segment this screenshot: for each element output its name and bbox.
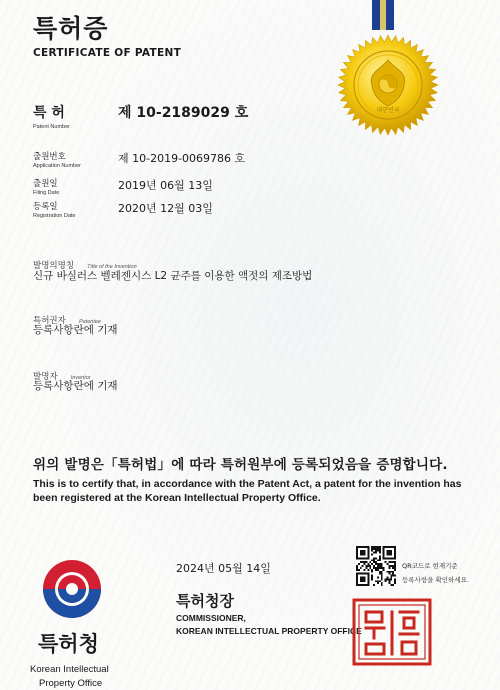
patentee-label-en: Patentee [78, 319, 101, 325]
inventor-value: 등록사항란에 기재 [33, 380, 118, 392]
kipo-logo-name-ko: 특허청 [38, 632, 99, 656]
certification-statement-en: This is to certify that, in accordance with the Patent Act, a patent for the invention has been registered at the Korean Intellectual Property Office. [33, 478, 462, 504]
qr-note-line1: QR코드로 현재기준 [402, 562, 458, 570]
filing-date-label-en: Filing Date [33, 190, 60, 196]
registration-date-label-en: Registration Date [33, 213, 76, 219]
application-number-label: 출원번호 [33, 152, 66, 162]
official-stamp-icon [352, 598, 432, 668]
invention-label: 발명의명칭 [33, 261, 75, 271]
patentee-label: 특허권자 [33, 316, 66, 326]
qr-code-icon[interactable] [356, 546, 396, 586]
certificate-title: 특허증 [33, 14, 109, 43]
certification-statement-ko: 위의 발명은「특허법」에 따라 특허원부에 등록되었음을 증명합니다. [33, 457, 448, 473]
patent-number-label: 특 허 [33, 105, 65, 121]
application-number-label-en: Application Number [33, 163, 81, 169]
inventor-label: 발명자 [33, 372, 58, 382]
inventor-label-en: Inventor [70, 375, 91, 381]
kipo-logo-icon [42, 559, 102, 619]
kipo-logo-name-en-line2: Property Office [39, 678, 103, 689]
filing-date-label: 출원일 [33, 179, 58, 189]
qr-note-line2: 등록사항을 확인하세요. [402, 576, 469, 584]
kipo-logo-name-en-line1: Korean Intellectual [30, 664, 109, 675]
patent-number-label-en: Patent Number [33, 124, 70, 130]
certificate-subtitle: CERTIFICATE OF PATENT [33, 47, 182, 59]
issuer-title-en-line1: COMMISSIONER, [176, 613, 246, 623]
filing-date-value: 2019년 06월 13일 [118, 179, 213, 192]
patentee-value: 등록사항란에 기재 [33, 324, 118, 336]
invention-label-en: Title of the Invention [87, 264, 137, 270]
application-number-value: 제 10-2019-0069786 호 [118, 152, 246, 165]
patent-number-value: 제 10-2189029 호 [118, 105, 249, 121]
gold-seal-icon [318, 0, 458, 160]
registration-date-value: 2020년 12월 03일 [118, 202, 213, 215]
issue-date: 2024년 05월 14일 [176, 562, 271, 575]
issuer-title-en-line2: KOREAN INTELLECTUAL PROPERTY OFFICE [176, 626, 362, 636]
registration-date-label: 등록일 [33, 202, 58, 212]
invention-title-value: 신규 바실러스 벨레젠시스 L2 균주를 이용한 액젓의 제조방법 [33, 270, 313, 282]
seal-text: 대한민국 [376, 107, 400, 114]
issuer-title-ko: 특허청장 [176, 592, 234, 610]
